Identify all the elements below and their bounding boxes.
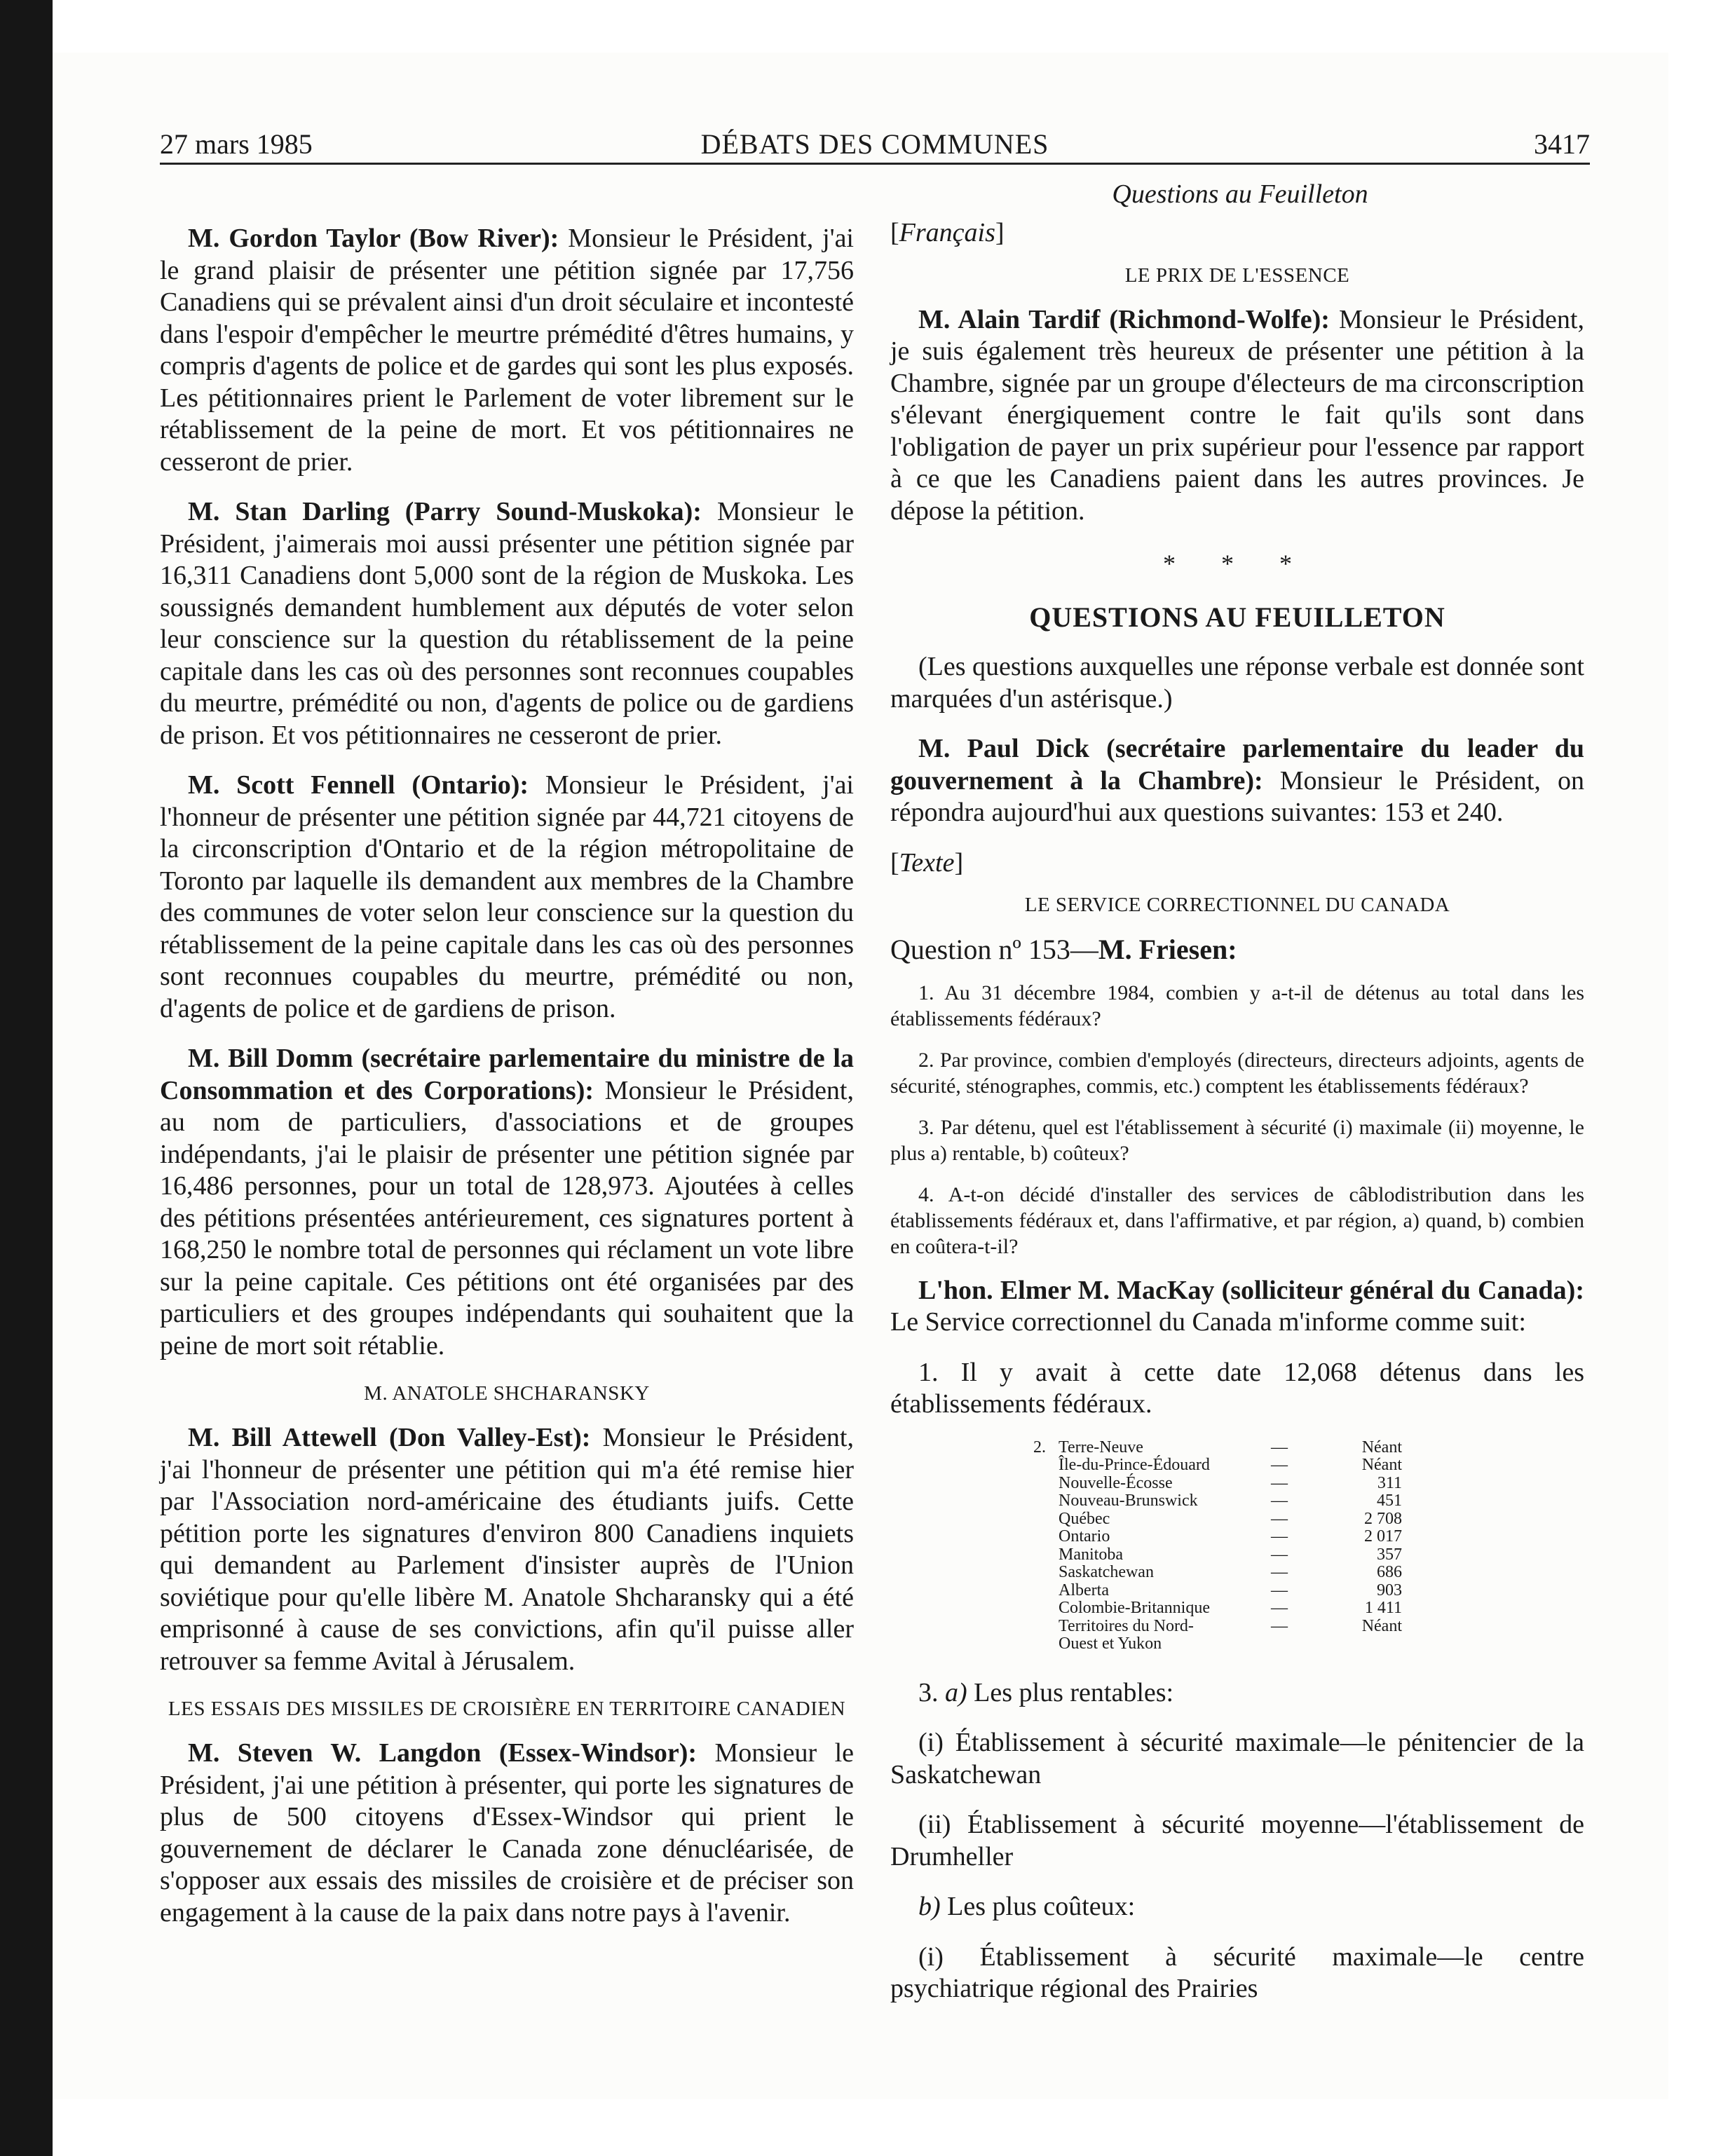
dash-cell: — — [1271, 1527, 1288, 1546]
table-row — [890, 1546, 1584, 1564]
table-row — [890, 1456, 1584, 1475]
question-heading — [890, 934, 1584, 966]
paragraph-text: Le Service correctionnel du Canada m'informe comme suit: — [890, 1307, 1526, 1337]
answer-paragraph: (ii) Établissement à sécurité moyenne—l'établissement de Drumheller — [890, 1810, 1584, 1871]
subheading-shcharansky: M. ANATOLE SHCHARANSKY — [364, 1382, 650, 1405]
item-number: 2. — [1033, 1438, 1046, 1456]
paragraph-text: Monsieur le Président, j'ai le grand plaisir de présenter une pétition signée par 17,756 Canadiens qui se prévalent ainsi d'un droit séculaire et incontesté dans l'espoir d'empêcher le meurtre prémédité d'êtres humains, y compris d'agents de police et de gardes qui sont les plus exposés. Les pétitionnaires prient le Parlement de voter librement sur le rétablissement de la peine de mort. Et vos pétitionnaires ne cesseront de prier. — [160, 224, 854, 477]
dash-cell: — — [1271, 1438, 1288, 1456]
speaker-name: M. Paul Dick (secrétaire parlementaire du leader du gouvernement à la Chambre): — [890, 734, 1584, 796]
petition-paragraph — [160, 496, 854, 751]
subheading-essence: LE PRIX DE L'ESSENCE — [1124, 264, 1350, 287]
petition-paragraph — [160, 1043, 854, 1362]
province-cell: Manitoba — [1059, 1545, 1123, 1564]
dash-cell: — — [1271, 1509, 1288, 1528]
question-item: 3. Par détenu, quel est l'établissement à sécurité (i) maximale (ii) moyenne, le plus a) rentable, b) coûteux? — [890, 1115, 1584, 1165]
question-item: 4. A-t-on décidé d'installer des services de câblodistribution dans les établissements fédéraux et, dans l'affirmative, et par région, a) quand, b) combien en coûtera-t-il? — [890, 1182, 1584, 1258]
right-column — [890, 217, 1584, 2024]
speaker-name: M. Gordon Taylor (Bow River): — [188, 224, 559, 253]
table-row — [890, 1599, 1584, 1618]
petition-paragraph — [160, 770, 854, 1025]
header-date: 27 mars 1985 — [160, 128, 313, 160]
dash-cell: — — [1271, 1545, 1288, 1564]
answer-number: 3. — [918, 1677, 945, 1707]
header-page-number: 3417 — [1534, 128, 1590, 160]
table-row — [890, 1439, 1584, 1457]
paragraph-text: Monsieur le Président, au nom de particuliers, d'associations et de groupes indépendants, j'ai le plaisir de présenter une pétition signée par 16,486 personnes, pour un total de 128,973. Ajoutées à celles des pétitions présentées antérieurement, ces signatures portent à 168,250 le nombre total de personnes qui réclament un vote libre sur la peine capitale. Ces pétitions ont été organisées par des particuliers et des groupes indépendants qui souhaitent que la peine de mort soit rétablie. — [160, 1075, 854, 1360]
answer-paragraph: 1. Il y avait à cette date 12,068 détenus dans les établissements fédéraux. — [890, 1357, 1584, 1419]
province-cell: Alberta — [1059, 1581, 1109, 1599]
question-item: 2. Par province, combien d'employés (directeurs, directeurs adjoints, agents de sécurité, sténographes, commis, etc.) comptent les établissements fédéraux? — [890, 1048, 1584, 1098]
paragraph-text: Monsieur le Président, j'aimerais moi aussi présenter une pétition signée par 16,311 Canadiens dont 5,000 sont de la région de Muskoka. Les soussignés demandent humblement aux députés de voter selon leur conscience sur la question du rétablissement de la peine capitale dans les cas où des personnes sont reconnues coupables du meurtre, prémédité ou non, d'agents de police ou de gardiens de prison. Et vos pétitionnaires ne cesseront de prier. — [160, 497, 855, 750]
heading-questions: QUESTIONS AU FEUILLETON — [1029, 601, 1445, 633]
speaker-name: M. Bill Attewell (Don Valley-Est): — [188, 1423, 591, 1452]
province-cell: Île-du-Prince-Édouard — [1059, 1456, 1210, 1474]
dash-cell: — — [1271, 1473, 1288, 1492]
language-marker-text: Texte — [899, 847, 955, 878]
table-row — [890, 1582, 1584, 1600]
dash-cell — [1241, 1635, 1318, 1653]
speaker-name: M. Stan Darling (Parry Sound-Muskoka): — [188, 497, 702, 526]
answer-paragraph: (i) Établissement à sécurité maximale—le pénitencier de la Saskatchewan — [890, 1728, 1584, 1789]
value-cell: 451 — [1377, 1492, 1402, 1510]
value-cell: Néant — [1361, 1616, 1402, 1635]
province-cell: Québec — [1059, 1509, 1110, 1528]
question-label: Question nº 153— — [890, 934, 1098, 965]
speaker-name: M. Alain Tardif (Richmond-Wolfe): — [918, 304, 1330, 334]
paragraph-text: Monsieur le Président, on répondra aujourd'hui aux questions suivantes: 153 et 240. — [890, 765, 1584, 827]
petition-paragraph — [160, 1738, 854, 1929]
value-cell: 1 411 — [1364, 1599, 1402, 1617]
answer-paragraph — [890, 1891, 1584, 1923]
province-cell: Nouvelle-Écosse — [1059, 1473, 1173, 1492]
dash-cell: — — [1271, 1616, 1288, 1635]
speech-paragraph — [890, 733, 1584, 829]
value-cell: 2 017 — [1364, 1527, 1402, 1546]
province-cell: Territoires du Nord- — [1059, 1616, 1194, 1635]
speaker-name: M. Scott Fennell (Ontario): — [188, 770, 529, 800]
table-row — [890, 1510, 1584, 1529]
petition-paragraph — [890, 304, 1584, 528]
province-cell: Ontario — [1059, 1527, 1110, 1546]
paragraph-text: Monsieur le Président, je suis également très heureux de présenter une pétition à la Chambre, signée par un groupe d'électeurs de ma circonscription s'élevant énergiquement contre le fait qu'ils sont dans l'obligation de payer un prix supérieur pour l'essence par rapport à ce que les Canadiens paient dans les autres provinces. Je dépose la pétition. — [890, 304, 1584, 526]
question-item: 1. Au 31 décembre 1984, combien y a-t-il de détenus au total dans les établissements fédéraux? — [890, 981, 1584, 1030]
answer-letter: a) — [945, 1677, 967, 1707]
employee-table — [890, 1439, 1584, 1653]
value-cell: 357 — [1377, 1545, 1402, 1564]
table-row — [890, 1635, 1584, 1653]
dash-cell: — — [1271, 1456, 1288, 1474]
question-speaker: M. Friesen: — [1098, 934, 1237, 965]
table-row — [890, 1492, 1584, 1510]
subheading-cruise-missiles: LES ESSAIS DES MISSILES DE CROISIÈRE EN TERRITOIRE CANADIEN — [168, 1698, 846, 1720]
note-paragraph: (Les questions auxquelles une réponse verbale est donnée sont marquées d'un astérisque.) — [890, 652, 1584, 714]
language-marker: [Français] — [890, 218, 1005, 247]
province-cell: Saskatchewan — [1059, 1563, 1154, 1581]
table-row — [890, 1618, 1584, 1636]
dash-cell: — — [1271, 1563, 1288, 1581]
table-row — [890, 1564, 1584, 1582]
table-row — [890, 1528, 1584, 1546]
speaker-name: M. Bill Domm (secrétaire parlementaire du ministre de la Consommation et des Corporations): — [160, 1044, 854, 1105]
section-title: Questions au Feuilleton — [1112, 179, 1368, 209]
paragraph-text: Monsieur le Président, j'ai une pétition à présenter, qui porte les signatures de plus de 500 citoyens d'Essex-Windsor qui prient le gouvernement de déclarer le Canada zone dénucléarisée, de s'opposer aux essais des missiles de croisière et de préciser son engagement à la cause de la paix dans notre pays à l'avenir. — [160, 1738, 854, 1928]
petition-paragraph — [160, 1422, 854, 1677]
speech-paragraph — [890, 1275, 1584, 1339]
petition-paragraph — [160, 223, 854, 478]
scan-border — [0, 0, 53, 2156]
value-cell: 903 — [1377, 1581, 1402, 1599]
header-rule — [160, 163, 1590, 165]
value-cell: 686 — [1377, 1563, 1402, 1581]
dash-cell: — — [1271, 1599, 1288, 1617]
answer-paragraph — [890, 1677, 1584, 1710]
section-separator: * * * — [1163, 550, 1312, 578]
answer-letter: b) — [918, 1892, 941, 1921]
dash-cell: — — [1271, 1581, 1288, 1599]
province-cell: Ouest et Yukon — [1059, 1635, 1162, 1653]
table-row — [890, 1475, 1584, 1493]
page-header — [160, 126, 1590, 163]
dash-cell: — — [1271, 1492, 1288, 1510]
paragraph-text: Monsieur le Président, j'ai l'honneur de présenter une pétition signée par 44,721 citoyens de la circonscription d'Ontario et de la région métropolitaine de Toronto par laquelle ils demandent aux membres de la Chambre des communes de voter selon leur conscience sur la question du rétablissement de la peine capitale dans les cas où des personnes sont reconnues coupables du meurtre, prémédité ou non, d'agents de police et de gardiens de prison. — [160, 770, 854, 1023]
value-cell: 311 — [1377, 1473, 1402, 1492]
province-cell: Terre-Neuve — [1059, 1438, 1143, 1456]
left-column — [160, 223, 854, 1947]
language-marker: [Texte] — [890, 847, 964, 878]
value-cell: Néant — [1361, 1456, 1402, 1474]
value-cell: Néant — [1361, 1438, 1402, 1456]
speaker-name: L'hon. Elmer M. MacKay (solliciteur général du Canada): — [918, 1275, 1584, 1305]
answer-text: Les plus coûteux: — [940, 1892, 1136, 1921]
province-cell: Colombie-Britannique — [1059, 1599, 1210, 1617]
value-cell — [1318, 1635, 1402, 1653]
answer-text: Les plus rentables: — [967, 1677, 1174, 1707]
speaker-name: M. Steven W. Langdon (Essex-Windsor): — [188, 1738, 698, 1768]
value-cell: 2 708 — [1364, 1509, 1402, 1528]
language-marker-text: Français — [899, 218, 995, 247]
province-cell: Nouveau-Brunswick — [1059, 1492, 1198, 1510]
paragraph-text: Monsieur le Président, j'ai l'honneur de présenter une pétition qui m'a été remise hier par l'Association nord-américaine des étudiants juifs. Cette pétition porte les signatures d'environ 800 Canadiens inquiets qui demandent au Parlement d'insister auprès de l'Union soviétique pour qu'elle libère M. Anatole Shcharansky qui a été emprisonné à cause de ses convictions, afin qu'il puisse aller retrouver sa femme Avital à Jérusalem. — [160, 1423, 854, 1676]
answer-paragraph: (i) Établissement à sécurité maximale—le centre psychiatrique régional des Prairies — [890, 1942, 1584, 2003]
subheading-service: LE SERVICE CORRECTIONNEL DU CANADA — [1024, 894, 1450, 916]
header-publication: DÉBATS DES COMMUNES — [700, 128, 1049, 160]
